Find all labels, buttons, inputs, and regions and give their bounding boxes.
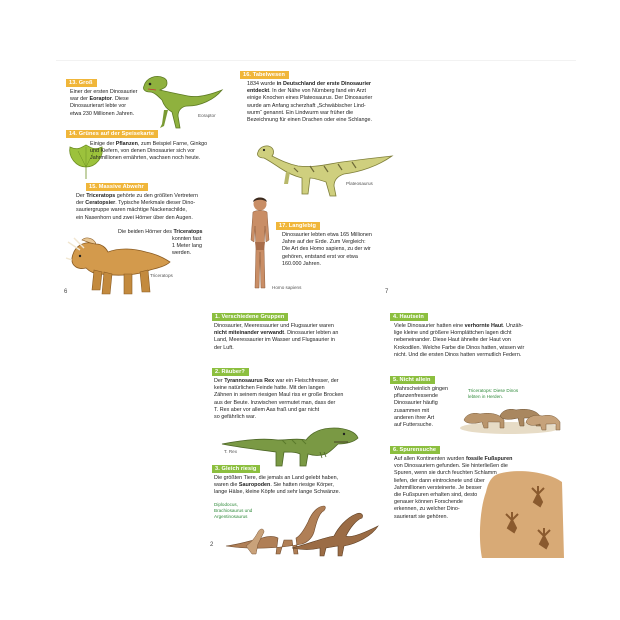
section-1-text: Dinosaurier, Meeressaurier und Flugsaurier waren nicht miteinander verwandt. Dinosaurier lebten an Land, Meeressaurier im Wasser und Flugsaurier in der Luft.	[214, 323, 339, 351]
section-2-tag: 2. Räuber?	[212, 368, 249, 376]
section-17-tag: 17. Langlebig	[276, 222, 320, 230]
plateosaurus-caption: Plateosaurus	[346, 181, 373, 186]
section-3-text: Die größten Tiere, die jemals an Land gelebt haben, waren die Sauropoden. Sie hatten riesige Körper, lange Hälse, kleine Köpfe und sehr lange Schwänze.	[214, 475, 341, 496]
section-2-text: Der Tyrannosaurus Rex war ein Fleischfresser, der keine natürlichen Feinde hatte. Mit den langen Zähnen in seinem riesigen Maul riss er große Brocken aus der Beute. Inzwischen vermutet man, dass der T. Rex aber vor allem Aas fraß und gar nicht so gefährlich war.	[214, 378, 344, 421]
section-4-text: Viele Dinosaurier hatten eine verhornte Haut. Unzäh- lige kleine und größere Hornplättchen lagen dicht nebeneinander. Diese Haut ähnelte der Haut von Krokodilen. Welche Farbe die Dinos hatten, wissen wir nicht. Und die ersten Dinos hatten vermutlich Federn.	[394, 323, 525, 358]
triceratops-caption: Triceratops	[150, 273, 173, 278]
sauropods-illustration	[222, 500, 382, 556]
eoraptor-caption: Eoraptor	[198, 113, 216, 118]
section-15-tag: 15. Massive Abwehr	[86, 183, 148, 191]
eoraptor-illustration	[138, 66, 224, 130]
section-6-text: Auf allen Kontinenten wurden fossile Fußspuren von Dinosauriern gefunden. Sie hinterließen die Spuren, wenn sie durch feuchten Schlamm liefen, der dann eintrocknete und über Jahrmillionen versteinerte. Je besser die Fußspuren erhalten sind, desto genauer können Forschende erkennen, zu welcher Dino- saurierart sie gehören.	[394, 456, 513, 520]
t-rex-illustration	[222, 422, 360, 468]
section-13-tag: 13. Groß	[66, 79, 97, 87]
homo-sapiens-caption: Homo sapiens	[272, 285, 302, 290]
page-number-6: 6	[64, 289, 68, 295]
section-15-text: Der Triceratops gehörte zu den größten Vertretern der Ceratopsier. Typische Merkmale dieser Dino- sauriergruppe waren mächtige Nackenschilde, ein Nasenhorn und zwei Hörner über den Augen.	[76, 193, 198, 221]
section-3-tag: 3. Gleich riesig	[212, 465, 260, 473]
plateosaurus-illustration	[254, 138, 394, 198]
page-number-7: 7	[385, 289, 389, 295]
section-15-text-short: konnten fast 1 Meter lang werden.	[172, 236, 202, 257]
herd-caption: Triceratops: Diese Dinos lebten in Herden.	[468, 388, 519, 399]
homo-sapiens-illustration	[244, 196, 276, 292]
section-6-tag: 6. Spurensuche	[390, 446, 440, 454]
section-14-tag: 14. Grünes auf der Speisekarte	[66, 130, 158, 138]
triceratops-herd-illustration	[460, 400, 560, 434]
section-4-tag: 4. Hautsein	[390, 313, 428, 321]
triceratops-illustration	[66, 236, 170, 300]
section-17-text: Dinosaurier lebten etwa 165 Millionen Jahre auf der Erde. Zum Vergleich: Die Art des Homo sapiens, zu der wir gehören, entstand erst vor etwa 160.000 Jahren.	[282, 232, 372, 267]
section-13-text: Einer der ersten Dinosaurier war der Eoraptor. Diese Dinosaurierart lebte vor etwa 230 Millionen Jahren.	[70, 89, 138, 117]
section-1-tag: 1. Verschiedene Gruppen	[212, 313, 288, 321]
section-16-text: 1834 wurde in Deutschland der erste Dinosaurier entdeckt. In der Nähe von Nürnberg fand ein Arzt einige Knochen eines Plateosaurus. Der Dinosaurier wurde am Anfang scherzhaft „Schwäbischer Lind- wurm“ genannt. Ein Lindwurm war früher die Bezeichnung für einen Drachen oder eine Schlange.	[247, 81, 373, 124]
section-15-text-cont: Die beiden Hörner des Triceratops	[118, 229, 203, 235]
section-14-text: Einige der Pflanzen, zum Beispiel Farne, Ginkgo und Kiefern, von denen Dinosaurier sich vor Jahrmillionen ernährten, wachsen noch heute.	[90, 141, 208, 162]
page-number-2: 2	[210, 542, 214, 548]
section-5-tag: 5. Nicht allein	[390, 376, 435, 384]
sauropods-caption: Diplodocus, Brachiosaurus und Argentinosaurus	[214, 502, 253, 519]
t-rex-caption: T. Rex	[224, 449, 238, 454]
section-5-text: Wahrscheinlich gingen pflanzenfressende Dinosaurier häufig zusammen mit anderen ihrer Art auf Futtersuche.	[394, 386, 449, 429]
section-16-tag: 16. Tabelwesen	[240, 71, 289, 79]
